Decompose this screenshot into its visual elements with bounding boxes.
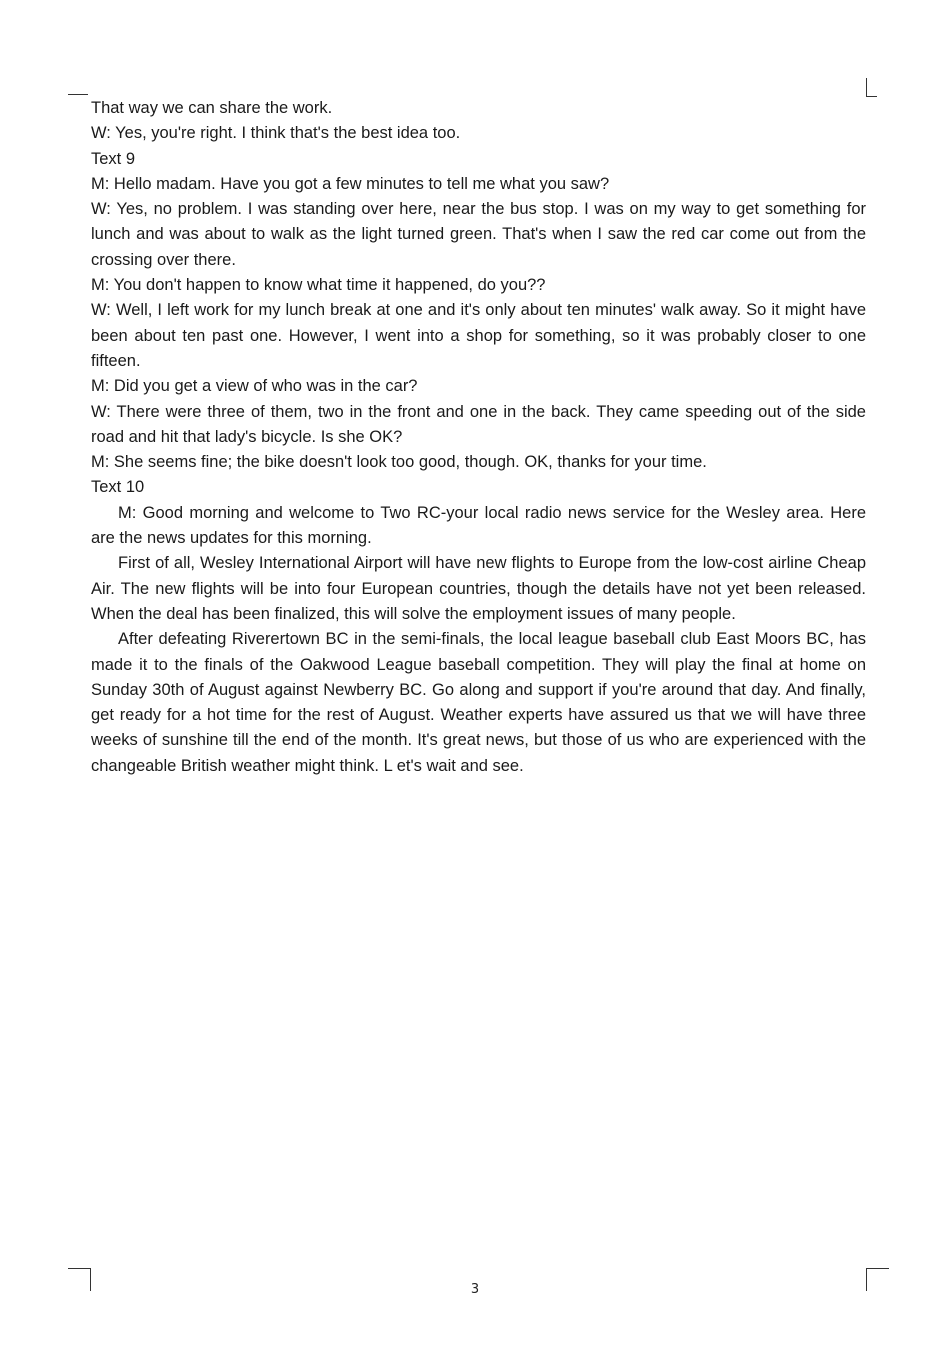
paragraph: W: Well, I left work for my lunch break at one and it's only about ten minutes' walk away. So it might have been about ten past one. However, I went into a shop for something, so it was probably closer to one fifteen. — [91, 301, 866, 370]
paragraph: M: Did you get a view of who was in the car? — [91, 377, 418, 396]
transcript-body — [91, 96, 866, 779]
paragraph: That way we can share the work. — [91, 99, 333, 117]
paragraph: M: She seems fine; the bike doesn't look too good, though. OK, thanks for your time. — [91, 453, 707, 472]
paragraph: After defeating Riverertown BC in the semi-finals, the local league baseball club East Moors BC, has made it to the finals of the Oakwood League baseball competition. They will play the final at home on Sunday 30th of August against Newberry BC. Go along and support if you're around that day. And finally, get ready for a hot time for the rest of August. Weather experts have assured us that we will have three weeks of sunshine till the end of the month. It's great news, but those of us who are experienced with the changeable British weather might think. L et's wait and see. — [91, 630, 866, 775]
crop-mark-top-right — [866, 78, 877, 97]
paragraph: W: There were three of them, two in the front and one in the back. They came speeding out of the side road and hit that lady's bicycle. Is she OK? — [91, 402, 866, 446]
paragraph: W: Yes, you're right. I think that's the best idea too. — [91, 124, 461, 143]
paragraph: M: Hello madam. Have you got a few minutes to tell me what you saw? — [91, 174, 610, 193]
section-heading: Text 9 — [91, 149, 136, 168]
page-number: 3 — [470, 1282, 480, 1297]
crop-mark-top-left — [68, 84, 88, 95]
paragraph: First of all, Wesley International Airport will have new flights to Europe from the low-cost airline Cheap Air. The new flights will be into four European countries, though the details have not yet been released. When the deal has been finalized, this will solve the employment issues of many people. — [91, 554, 866, 623]
section-heading: Text 10 — [91, 478, 145, 497]
paragraph: W: Yes, no problem. I was standing over here, near the bus stop. I was on my way to get something for lunch and was about to walk as the light turned green. That's when I saw the red car come out from the crossing over there. — [91, 200, 866, 269]
paragraph: M: Good morning and welcome to Two RC-your local radio news service for the Wesley area. Here are the news updates for this morning. — [91, 503, 866, 548]
paragraph: M: You don't happen to know what time it happened, do you?? — [91, 276, 546, 295]
